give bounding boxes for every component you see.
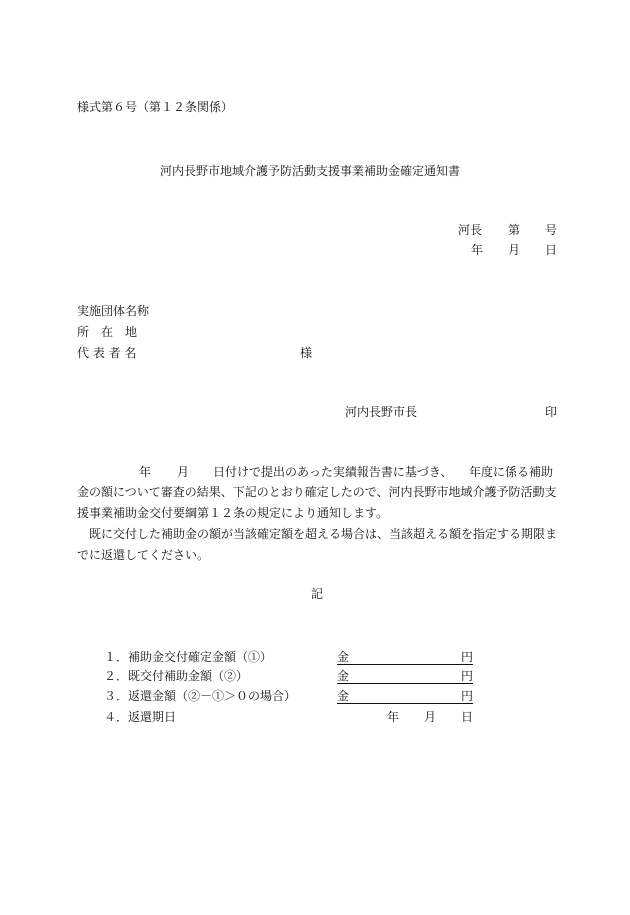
item-2-label: ２．既交付補助金額（②）: [104, 669, 249, 683]
item-2-yen: 円: [460, 669, 473, 683]
body-year: 年: [139, 465, 152, 479]
body-fiscal-text: 年度に係る補助: [469, 465, 554, 479]
item-4-year: 年: [387, 710, 400, 724]
item-2-amount-line: [337, 670, 473, 684]
document-title: 河内長野市地域介護予防活動支援事業補助金確定通知書: [160, 164, 461, 178]
date-month: 月: [508, 243, 521, 257]
doc-number-go: 号: [545, 223, 558, 237]
address-label: 所 在 地: [77, 325, 138, 339]
seal-mark: 印: [545, 405, 558, 419]
ki-heading: 記: [311, 587, 324, 601]
body-date-text: 日付けで提出のあった実績報告書に基づき、: [213, 465, 453, 479]
org-name-label: 実施団体名称: [77, 304, 150, 318]
item-1-amount-line: [337, 651, 473, 665]
item-3-kin: 金: [337, 689, 350, 703]
form-number: 様式第６号（第１２条関係）: [77, 100, 234, 114]
item-4-month: 月: [424, 710, 437, 724]
item-3-yen: 円: [460, 689, 473, 703]
date-year: 年: [471, 243, 484, 257]
doc-number-prefix: 河長: [458, 223, 483, 237]
item-4-day: 日: [461, 710, 474, 724]
honorific: 様: [300, 346, 313, 360]
item-3-label: ３．返還金額（②－①＞０の場合）: [104, 689, 297, 703]
item-4-label: ４．返還期日: [104, 710, 177, 724]
sender-name: 河内長野市長: [345, 405, 418, 419]
item-2-kin: 金: [337, 669, 350, 683]
representative-label: 代 表 者 名: [77, 346, 137, 360]
body-month: 月: [177, 465, 190, 479]
item-3-amount-line: [337, 690, 473, 704]
body-paragraph-2: 既に交付した補助金の額が当該確定額を超える場合は、当該超える額を指定する期限までに返還してください。: [77, 527, 558, 562]
item-1-kin: 金: [337, 650, 350, 664]
doc-number-dai: 第: [508, 223, 521, 237]
item-1-label: １．補助金交付確定金額（①）: [104, 650, 273, 664]
date-day: 日: [545, 243, 558, 257]
body-paragraph-1: 金の額について審査の結果、下記のとおり確定したので、河内長野市地域介護予防活動支援事業補助金交付要綱第１２条の規定により通知します。: [77, 485, 557, 520]
item-1-yen: 円: [460, 650, 473, 664]
